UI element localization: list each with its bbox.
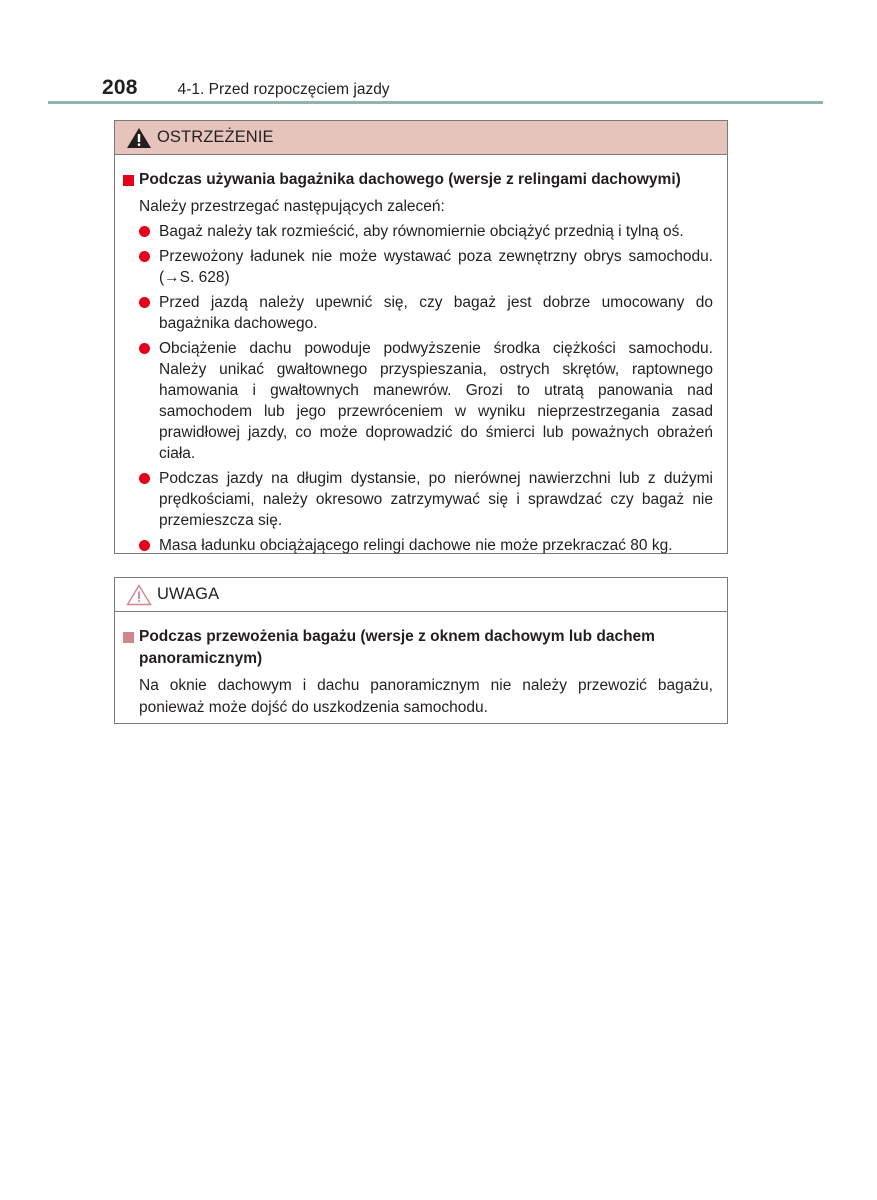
list-item-text: Bagaż należy tak rozmieścić, aby równomiernie obciążyć przednią i tylną oś. [159, 223, 684, 240]
bullet-dot-icon [139, 297, 150, 308]
warning-heading [123, 169, 713, 191]
list-item [139, 535, 713, 556]
list-item-text: Podczas jazdy na długim dystansie, po nierównej nawierzchni lub z dużymi prędkościami, należy okresowo zatrzymywać się i sprawdzać czy bagaż nie przemieszcza się. [159, 470, 713, 529]
list-item-text: Masa ładunku obciążającego relingi dachowe nie może przekraczać 80 kg. [159, 537, 673, 554]
notice-heading-text: Podczas przewożenia bagażu (wersje z oknem dachowym lub dachem panoramicznym) [139, 628, 655, 667]
list-item [139, 292, 713, 334]
list-item-text: Obciążenie dachu powoduje podwyższenie środka ciężkości samochodu. Należy unikać gwałtownego przyspieszania, ostrych skrętów, raptownego hamowania i gwałtownych manewrów. Grozi to utratą panowania nad samochodem lub jego przewróceniem w wyniku nieprzestrzegania zasad prawidłowej jazdy, co może doprowadzić do śmierci lub poważnych obrażeń ciała. [159, 340, 713, 462]
list-item [139, 338, 713, 464]
warning-heading-text: Podczas używania bagażnika dachowego (wersje z relingami dachowymi) [139, 171, 681, 188]
bullet-dot-icon [139, 226, 150, 237]
warning-box [114, 120, 728, 554]
notice-box [114, 577, 728, 724]
bullet-dot-icon [139, 343, 150, 354]
notice-header [115, 578, 727, 612]
bullet-dot-icon [139, 251, 150, 262]
page-number: 208 [102, 76, 138, 99]
page-header [102, 76, 390, 100]
bullet-dot-icon [139, 540, 150, 551]
header-rule [48, 101, 823, 104]
warning-body [115, 155, 727, 556]
notice-text: Na oknie dachowym i dachu panoramicznym nie należy przewozić bagażu, ponieważ może dojść do uszkodzenia samochodu. [139, 677, 713, 716]
square-bullet-icon [123, 632, 134, 643]
list-item [139, 246, 713, 288]
notice-body [115, 612, 727, 719]
list-item [139, 221, 713, 242]
square-bullet-icon [123, 175, 134, 186]
list-item [139, 468, 713, 531]
notice-heading [123, 626, 713, 670]
list-item-text: Przewożony ładunek nie może wystawać poza zewnętrzny obrys samochodu. (→S. 628) [159, 248, 713, 286]
bullet-dot-icon [139, 473, 150, 484]
warning-bullet-list [123, 221, 713, 556]
notice-label: UWAGA [157, 585, 220, 603]
warning-intro: Należy przestrzegać następujących zaleceń: [139, 198, 445, 215]
caution-triangle-outline-icon [126, 584, 152, 606]
list-item-text: Przed jazdą należy upewnić się, czy bagaż jest dobrze umocowany do bagażnika dachowego. [159, 294, 713, 332]
warning-label: OSTRZEŻENIE [157, 128, 274, 146]
warning-header [115, 121, 727, 155]
section-title: 4-1. Przed rozpoczęciem jazdy [177, 81, 390, 98]
warning-triangle-icon [126, 127, 152, 149]
